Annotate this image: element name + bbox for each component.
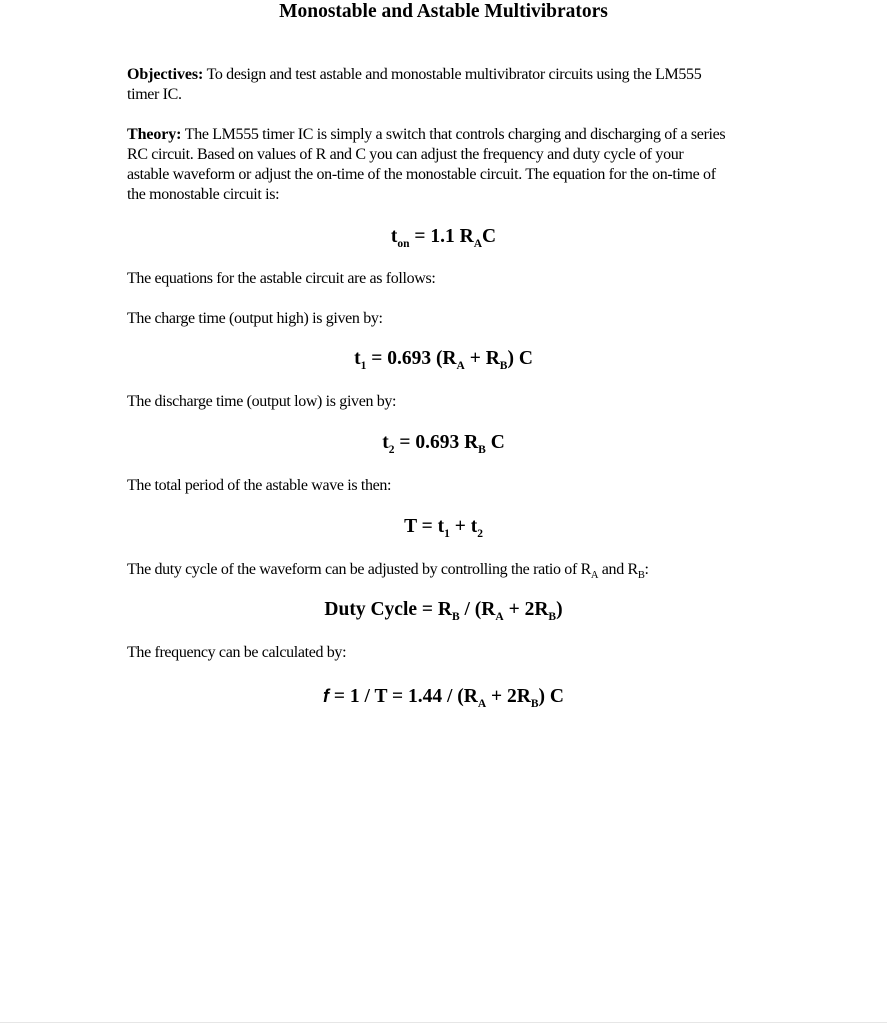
eq-subscript: 1: [360, 360, 367, 372]
eq-text: = 1 / T = 1.44 / (R: [329, 686, 478, 707]
eq-subscript: B: [478, 444, 486, 456]
objectives-paragraph: [127, 65, 727, 105]
eq-text: T = t: [404, 516, 445, 537]
period-intro-text: The total period of the astable wave is then:: [127, 477, 392, 494]
astable-intro-text: The equations for the astable circuit are as follows:: [127, 270, 436, 287]
period-equation: [0, 515, 887, 539]
eq-subscript: B: [499, 360, 508, 372]
objectives-text: To design and test astable and monostable multivibrator circuits using the LM555 timer IC.: [127, 66, 702, 103]
frequency-equation: [0, 684, 887, 709]
duty-intro-body: and R: [598, 561, 638, 578]
eq-subscript: A: [456, 360, 465, 372]
duty-intro-body: :: [644, 561, 649, 578]
charge-intro-text: The charge time (output high) is given by:: [127, 310, 383, 327]
eq-text: ) C: [507, 348, 533, 369]
page-bottom-divider: [0, 1022, 887, 1023]
eq-subscript: on: [397, 238, 410, 250]
eq-symbol: f: [323, 686, 330, 706]
eq-text: + R: [464, 348, 500, 369]
eq-subscript: A: [473, 238, 483, 250]
eq-text: = 0.693 (R: [366, 348, 457, 369]
eq-subscript: 2: [477, 528, 483, 540]
eq-subscript: 2: [388, 444, 395, 456]
eq-text: / (R: [459, 599, 496, 620]
eq-subscript: B: [548, 611, 557, 623]
discharge-time-equation: [0, 431, 887, 455]
duty-intro-body: The duty cycle of the waveform can be adjusted by controlling the ratio of R: [127, 561, 591, 578]
theory-text: The LM555 timer IC is simply a switch that controls charging and discharging of a series RC circuit. Based on values of R and C you can adjust the frequency and duty cycle of your astable waveform or adjust the on-time of the monostable circuit. The equation for the on-time of the monostable circuit is:: [127, 126, 726, 203]
discharge-intro-text: The discharge time (output low) is given by:: [127, 393, 397, 410]
eq-text: ) C: [538, 686, 564, 707]
eq-text: + 2R: [503, 599, 549, 620]
eq-text: + t: [449, 516, 478, 537]
eq-text: + 2R: [486, 686, 531, 707]
duty-intro-subscript: B: [637, 570, 645, 581]
frequency-intro-text: The frequency can be calculated by:: [127, 644, 347, 661]
eq-text: ): [556, 599, 563, 620]
charge-time-equation: [0, 347, 887, 371]
eq-subscript: A: [495, 611, 504, 623]
duty-intro-subscript: A: [590, 570, 599, 581]
on-time-equation: [0, 225, 887, 249]
eq-text: C: [485, 432, 505, 453]
theory-paragraph: [127, 125, 727, 205]
objectives-label: Objectives:: [127, 66, 204, 83]
eq-symbol: t: [390, 226, 398, 247]
duty-intro-text: [127, 560, 747, 580]
eq-subscript: 1: [444, 528, 450, 540]
eq-subscript: B: [451, 611, 460, 623]
eq-text: C: [482, 226, 497, 247]
eq-subscript: B: [530, 698, 539, 710]
eq-subscript: A: [477, 698, 487, 710]
theory-label: Theory:: [127, 126, 182, 143]
page-title: Monostable and Astable Multivibrators: [279, 1, 608, 22]
duty-cycle-equation: [0, 598, 887, 622]
eq-text: Duty Cycle = R: [324, 599, 452, 620]
eq-symbol: t: [354, 348, 361, 369]
eq-text: = 1.1 R: [409, 226, 474, 247]
eq-symbol: t: [382, 432, 389, 453]
eq-text: = 0.693 R: [394, 432, 479, 453]
